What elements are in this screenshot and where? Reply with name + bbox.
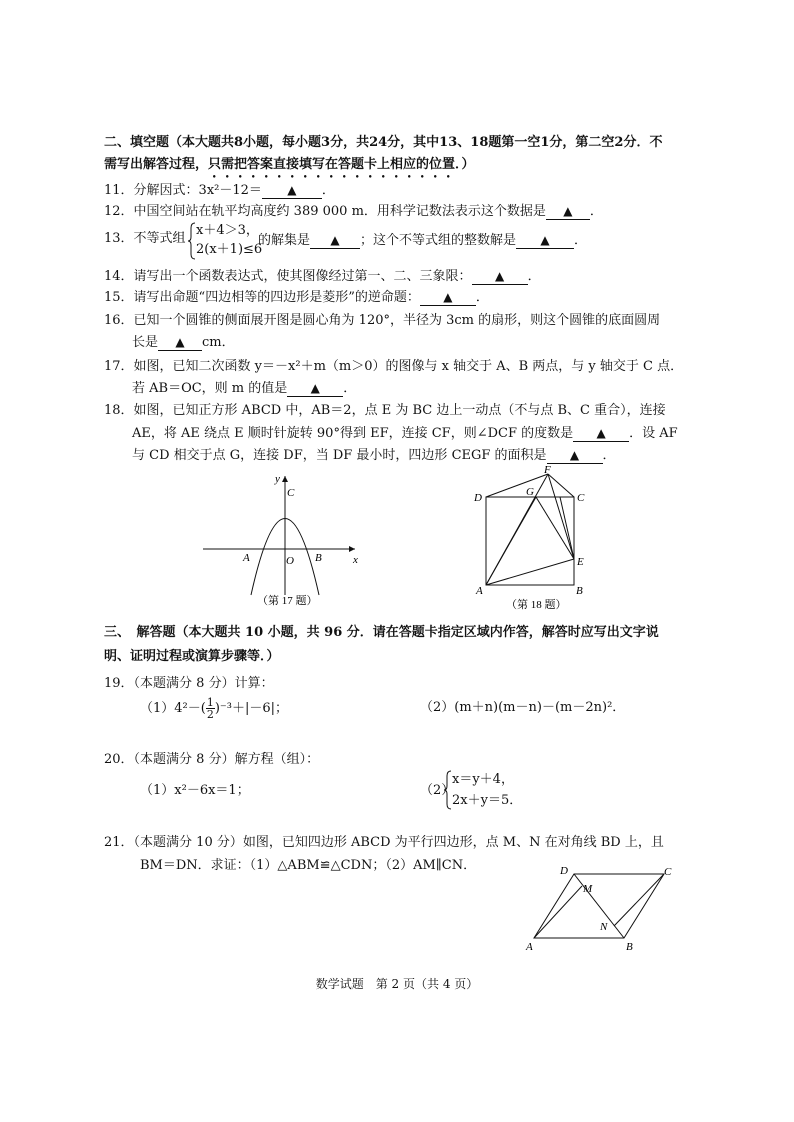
question-text: 请写出一个函数表达式，使其图像经过第一、二、三象限： — [133, 269, 472, 284]
question-number: 16． — [104, 313, 134, 328]
question-end: ． — [574, 233, 588, 248]
section2-heading-line2-a: 需写出解答过程， — [104, 157, 209, 172]
question-19-part2: （2）(m＋n)(m－n)－(m－2n)²． — [420, 700, 626, 715]
segment-CE-aux — [560, 497, 574, 559]
label-C: C — [664, 866, 672, 878]
question-end: ． — [321, 183, 335, 198]
label-O: O — [286, 555, 294, 567]
y-axis-arrow-icon — [282, 476, 288, 482]
expression-end: )⁻³＋|－6|； — [214, 701, 289, 716]
question-end: ． — [475, 290, 489, 305]
answer-blank[interactable] — [573, 426, 629, 442]
triangle-icon: ▲ — [596, 426, 606, 440]
triangle-icon: ▲ — [443, 290, 453, 304]
label-N: N — [600, 921, 608, 933]
label-y: y — [275, 473, 280, 485]
question-16-line2 — [132, 334, 235, 352]
segment-DF — [486, 474, 548, 497]
label-G: G — [526, 486, 534, 498]
question-20-part1: （1）x²－6x＝1； — [140, 783, 250, 798]
answer-blank[interactable] — [262, 183, 322, 199]
label-M: M — [583, 883, 593, 895]
system-brace — [444, 770, 452, 810]
question-number: 21． — [104, 835, 134, 850]
question-18-line2 — [132, 425, 678, 443]
question-16-line1 — [104, 312, 660, 330]
question-number: 12． — [104, 204, 134, 219]
section2-heading-line2 — [104, 156, 475, 181]
section2-heading-line2-emphasis: 只需把答案直接填写在答题卡上相应的位置 — [208, 157, 456, 172]
answer-blank[interactable] — [472, 269, 528, 285]
triangle-icon: ▲ — [563, 204, 573, 218]
answer-blank[interactable] — [310, 233, 360, 249]
fraction-one-half — [206, 697, 215, 720]
question-text: 中国空间站在轨平均高度约 389 000 m．用科学记数法表示这个数据是 — [133, 204, 546, 219]
answer-blank[interactable] — [547, 448, 603, 464]
triangle-icon: ▲ — [310, 381, 320, 395]
triangle-icon: ▲ — [287, 183, 297, 197]
section2-heading-line2-c: ．） — [455, 157, 475, 172]
question-text: 已知一个圆锥的侧面展开图是圆心角为 120°，半径为 3cm 的扇形，则这个圆锥的底面圆周 — [133, 313, 661, 328]
question-text: 不等式组 — [133, 231, 186, 246]
question-number: 20． — [104, 752, 134, 767]
answer-blank[interactable] — [516, 233, 574, 249]
answer-blank[interactable] — [420, 290, 476, 306]
question-18-line1 — [104, 402, 666, 420]
label-C: C — [577, 492, 585, 504]
label-B: B — [315, 552, 322, 564]
question-19-part1 — [140, 697, 288, 720]
question-17-line2 — [132, 380, 356, 398]
question-13 — [104, 230, 186, 248]
label-C: C — [287, 487, 295, 499]
equation-1: x＝y＋4， — [452, 772, 514, 787]
triangle-icon: ▲ — [540, 233, 550, 247]
brace-icon — [188, 222, 196, 260]
label-E: E — [577, 556, 584, 568]
figure-17 — [195, 470, 375, 610]
label-A: A — [476, 585, 483, 597]
answer-blank[interactable] — [546, 204, 590, 220]
question-text: 若 AB＝OC，则 m 的值是 — [132, 381, 288, 396]
question-text: AE，将 AE 绕点 E 顺时针旋转 90°得到 EF，连接 CF，则∠DCF 的度数是 — [132, 426, 574, 441]
question-number: 18． — [104, 403, 134, 418]
answer-blank[interactable] — [287, 381, 343, 397]
section2-heading-line1: 二、填空题（本大题共8小题，每小题3分，共24分，其中13、18题第一空1分，第二空2分．不 — [104, 135, 663, 150]
question-17-line1 — [104, 358, 683, 376]
question-text: ．设 AF — [629, 426, 678, 441]
segment-GA — [486, 497, 536, 585]
question-21-line1 — [104, 834, 664, 852]
label-B: B — [626, 941, 633, 953]
segment-AM — [534, 886, 582, 938]
triangle-icon: ▲ — [569, 448, 580, 462]
question-number: 17． — [104, 359, 134, 374]
label-D: D — [560, 865, 568, 877]
question-text: （本题满分 10 分）如图，已知四边形 ABCD 为平行四边形，点 M、N 在对角线 BD 上，且 — [133, 835, 664, 850]
x-axis-arrow-icon — [349, 546, 355, 552]
label-F: F — [544, 464, 551, 476]
inequality-1: x＋4＞3， — [196, 223, 259, 238]
question-number: 11． — [104, 183, 134, 198]
question-end: cm． — [202, 335, 235, 350]
question-12 — [104, 203, 603, 221]
question-14 — [104, 268, 541, 286]
brace-icon — [444, 770, 452, 810]
question-text: （本题满分 8 分）计算： — [133, 676, 274, 691]
page-footer: 数学试题 第 2 页（共 4 页） — [315, 977, 479, 991]
question-number: 13． — [104, 231, 134, 246]
diagonal-BD — [574, 874, 624, 938]
question-end: ． — [527, 269, 541, 284]
segment-FE — [548, 474, 574, 559]
expression-start: （1）4²－( — [140, 701, 206, 716]
question-21-line2: BM＝DN．求证：（1）△ABM≌△CDN；（2）AM∥CN． — [140, 858, 477, 873]
question-number: 19． — [104, 676, 134, 691]
question-text: （本题满分 8 分）解方程（组）： — [133, 752, 320, 767]
figure-21 — [520, 860, 680, 955]
triangle-icon: ▲ — [175, 335, 185, 349]
question-number: 14． — [104, 269, 134, 284]
label-B: B — [576, 585, 583, 597]
question-20-part2-label: （2） — [420, 783, 455, 798]
label-D: D — [474, 492, 482, 504]
label-A: A — [526, 941, 533, 953]
question-text: 分解因式：3x²－12＝ — [133, 183, 262, 198]
question-text: 长是 — [132, 335, 159, 350]
question-end: ． — [602, 448, 616, 463]
question-13-rest — [258, 232, 587, 250]
question-11 — [104, 182, 335, 200]
question-text: 与 CD 相交于点 G，连接 DF，当 DF 最小时，四边形 CEGF 的面积是 — [132, 448, 547, 463]
section3-heading-line2: 明、证明过程或演算步骤等．） — [104, 649, 280, 664]
segment-GE — [536, 497, 574, 559]
equation-2: 2x＋y＝5． — [452, 793, 523, 808]
figure-17-caption: （第 17 题） — [257, 595, 318, 607]
triangle-icon: ▲ — [330, 233, 340, 247]
question-text: 请写出命题“四边相等的四边形是菱形”的逆命题： — [133, 290, 420, 305]
answer-blank[interactable] — [158, 335, 202, 351]
triangle-icon: ▲ — [494, 269, 505, 283]
section3-heading-line1: 三、 解答题（本大题共 10 小题，共 96 分．请在答题卡指定区域内作答，解答时应写出文字说 — [104, 625, 659, 640]
label-x: x — [353, 554, 358, 566]
figure-18-caption: （第 18 题） — [506, 599, 567, 611]
question-end: ． — [343, 381, 357, 396]
segment-AE — [486, 559, 574, 585]
question-text: ；这个不等式组的整数解是 — [360, 233, 517, 248]
label-A: A — [243, 552, 250, 564]
question-19 — [104, 675, 274, 693]
question-text: 如图，已知正方形 ABCD 中，AB＝2，点 E 为 BC 边上一动点（不与点 B、C 重合），连接 — [133, 403, 666, 418]
question-number: 15． — [104, 290, 134, 305]
question-15 — [104, 289, 489, 307]
figure-18 — [470, 463, 600, 613]
question-20 — [104, 751, 319, 769]
question-text: 的解集是 — [258, 233, 311, 248]
question-end: ． — [589, 204, 603, 219]
question-text: 如图，已知二次函数 y＝－x²＋m（m＞0）的图像与 x 轴交于 A、B 两点，与 y 轴交于 C 点． — [133, 359, 684, 374]
fraction-numerator: 1 — [206, 696, 214, 709]
inequality-2: 2(x＋1)≤6 — [196, 242, 263, 257]
segment-CN — [614, 874, 664, 926]
fraction-denominator: 2 — [206, 708, 214, 721]
system-brace — [188, 222, 196, 260]
